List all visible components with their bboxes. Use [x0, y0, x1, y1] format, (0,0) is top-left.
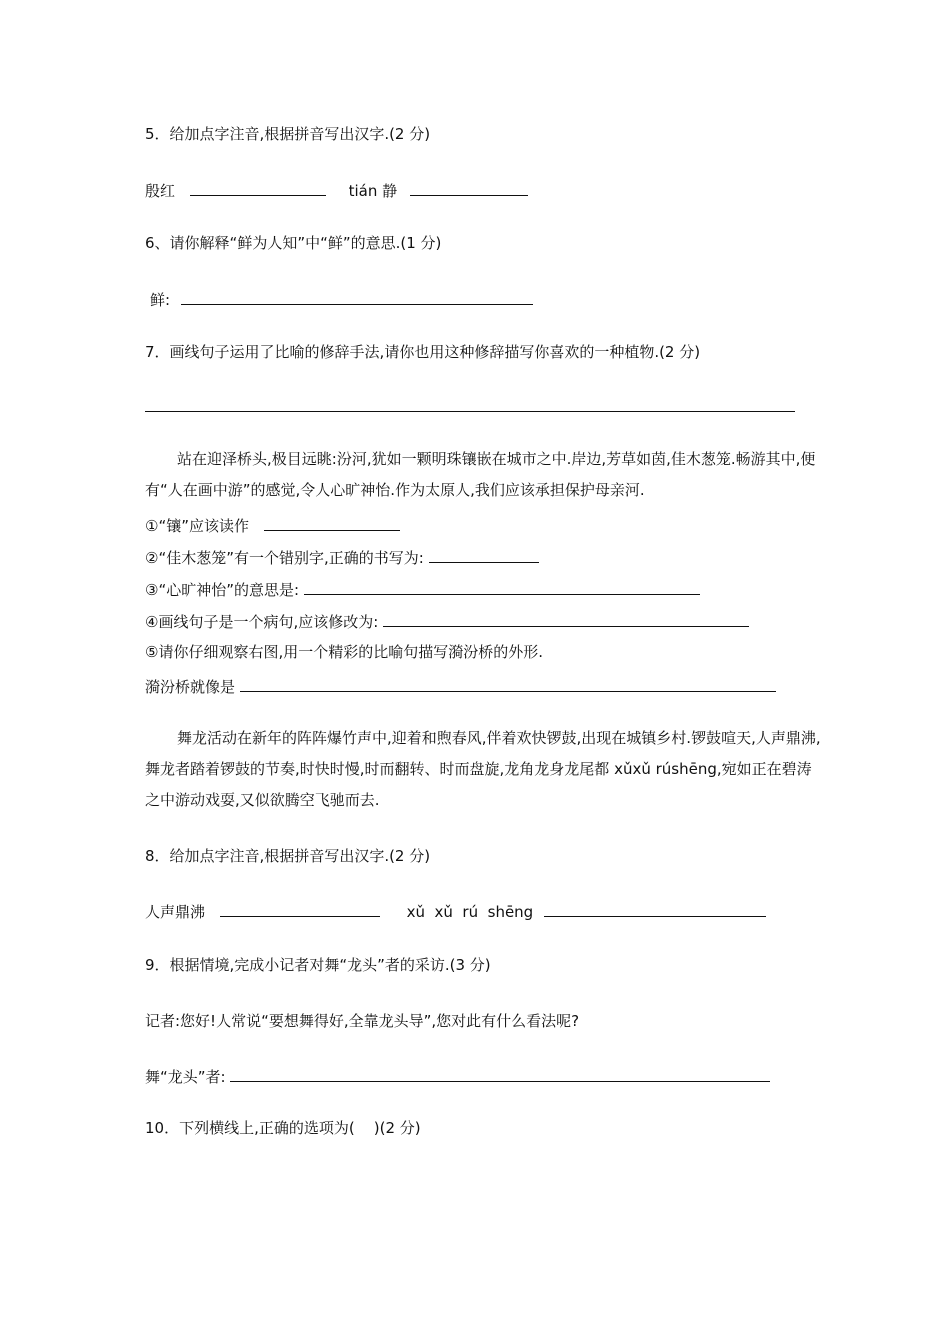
q5-item2: tián 静	[348, 182, 398, 200]
q9-answer-label: 舞“龙头”者:	[145, 1068, 226, 1086]
q6-label: 鲜:	[150, 291, 171, 309]
sub1-blank[interactable]	[264, 514, 400, 531]
q6-answer-row	[150, 288, 533, 310]
passage1-sub5: ⑤请你仔细观察右图,用一个精彩的比喻句描写漪汾桥的外形.	[145, 643, 543, 661]
q7-answer-line[interactable]	[145, 411, 795, 412]
q8-blank2[interactable]	[544, 900, 766, 917]
q6-title: 6、请你解释“鲜为人知”中“鲜”的意思.(1 分)	[145, 234, 442, 252]
sub2-blank[interactable]	[429, 546, 539, 563]
q9-answer-row	[145, 1065, 770, 1087]
sub5b-blank[interactable]	[240, 675, 776, 692]
sub2-label: ②“佳木葱笼”有一个错别字,正确的书写为:	[145, 549, 424, 567]
sub4-label: ④画线句子是一个病句,应该修改为:	[145, 613, 379, 631]
q9-blank[interactable]	[230, 1065, 770, 1082]
q7-title: 7．画线句子运用了比喻的修辞手法,请你也用这种修辞描写你喜欢的一种植物.(2 分)	[145, 343, 701, 361]
passage2	[145, 723, 825, 816]
passage1-sub2	[145, 546, 539, 568]
q9-title: 9．根据情境,完成小记者对舞“龙头”者的采访.(3 分)	[145, 956, 491, 974]
sub3-label: ③“心旷神怡”的意思是:	[145, 581, 300, 599]
sub1-label: ①“镶”应该读作	[145, 517, 249, 535]
q6-blank[interactable]	[181, 288, 533, 305]
q5-title: 5．给加点字注音,根据拼音写出汉字.(2 分)	[145, 125, 431, 143]
q5-blank1[interactable]	[190, 179, 326, 196]
passage2-text: 舞龙活动在新年的阵阵爆竹声中,迎着和煦春风,伴着欢快锣鼓,出现在城镇乡村.锣鼓喧天,人声鼎沸,舞龙者踏着锣鼓的节奏,时快时慢,时而翻转、时而盘旋,龙角龙身龙尾都 xǔxǔ rúshēng,宛如正在碧涛之中游动戏耍,又似欲腾空飞驰而去.	[145, 729, 821, 809]
sub4-blank[interactable]	[383, 610, 749, 627]
passage1	[145, 444, 825, 506]
passage1-text: 站在迎泽桥头,极目远眺:汾河,犹如一颗明珠镶嵌在城市之中.岸边,芳草如茵,佳木葱笼.畅游其中,便有“人在画中游”的感觉,令人心旷神怡.作为太原人,我们应该承担保护母亲河.	[145, 450, 816, 499]
sub5b-label: 漪汾桥就像是	[145, 678, 236, 696]
q9-reporter: 记者:您好!人常说“要想舞得好,全靠龙头导”,您对此有什么看法呢?	[145, 1012, 580, 1030]
q8-blank1[interactable]	[220, 900, 380, 917]
passage1-sub3	[145, 578, 700, 600]
q8-title: 8．给加点字注音,根据拼音写出汉字.(2 分)	[145, 847, 431, 865]
q5-blank2[interactable]	[410, 179, 528, 196]
passage1-sub5b	[145, 675, 776, 697]
q8-items	[145, 900, 766, 922]
passage1-sub1	[145, 514, 400, 536]
q8-item2: xǔ xǔ rú shēng	[406, 903, 534, 921]
q8-item1: 人声鼎沸	[145, 903, 206, 921]
q10-title: 10．下列横线上,正确的选项为( )(2 分)	[145, 1119, 421, 1137]
q5-item1: 殷红	[145, 182, 176, 200]
passage1-sub4	[145, 610, 749, 632]
sub3-blank[interactable]	[304, 578, 700, 595]
q5-items	[145, 179, 528, 201]
